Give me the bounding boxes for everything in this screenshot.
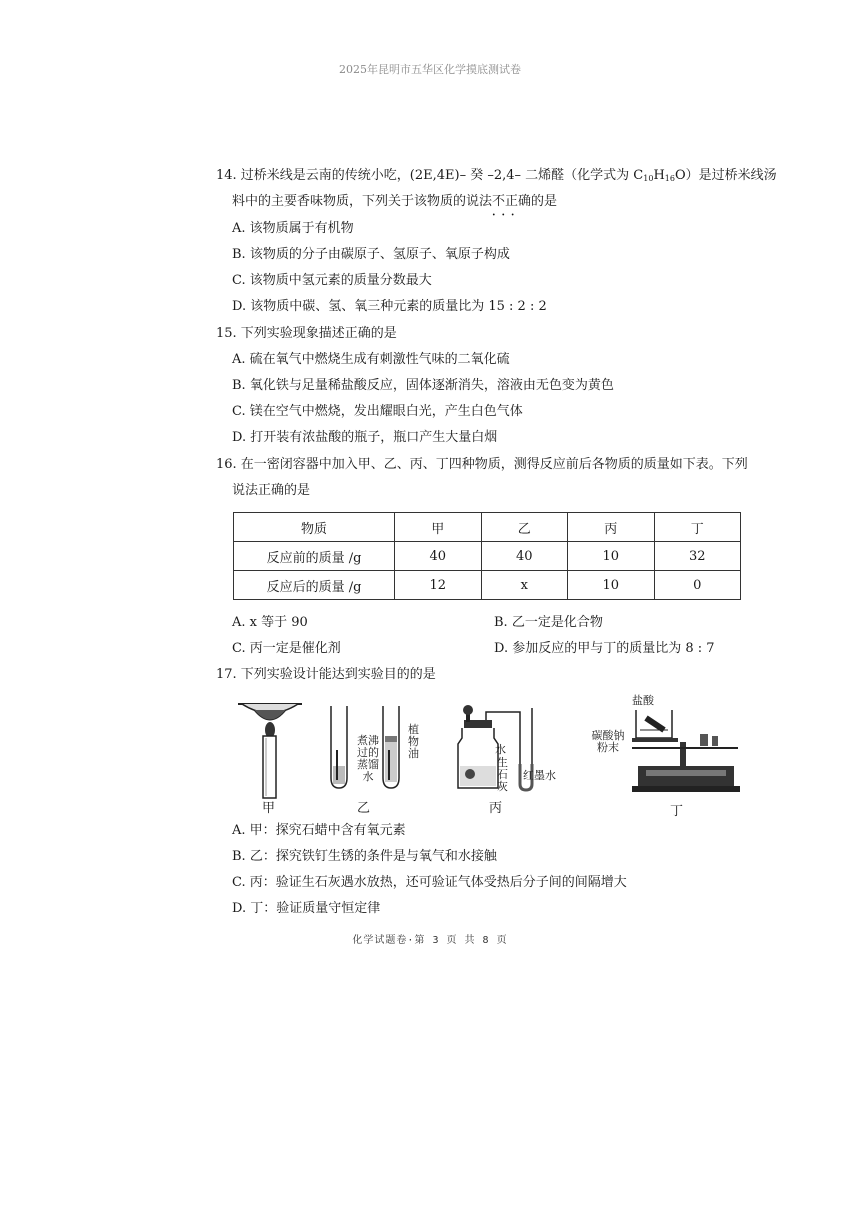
table-row bbox=[234, 571, 741, 600]
table-cell: 丙 bbox=[568, 513, 655, 542]
formula-h: H bbox=[653, 168, 665, 183]
q16-stem-line2: 说法正确的是 bbox=[232, 483, 311, 498]
label-sodium-carbonate: 碳酸钠粉末 bbox=[591, 729, 625, 754]
page-header: 2025年昆明市五华区化学摸底测试卷 bbox=[339, 63, 521, 76]
table-cell: 物质 bbox=[234, 513, 395, 542]
table-cell: 反应后的质量 /g bbox=[234, 571, 395, 600]
q17-option-b: B. 乙：探究铁钉生锈的条件是与氧气和水接触 bbox=[232, 849, 497, 864]
table-cell: 丁 bbox=[654, 513, 741, 542]
q16-stem-line1: 16. 在一密闭容器中加入甲、乙、丙、丁四种物质，测得反应前后各物质的质量如下表。下列 bbox=[216, 457, 748, 472]
q15-stem: 15. 下列实验现象描述正确的是 bbox=[216, 326, 397, 341]
q15-option-c: C. 镁在空气中燃烧，发出耀眼白光，产生白色气体 bbox=[232, 404, 523, 419]
q14-stem-line1 bbox=[216, 168, 777, 187]
figure-label-ding: 丁 bbox=[670, 804, 684, 819]
figure-label-jia: 甲 bbox=[262, 801, 276, 816]
table-cell: 甲 bbox=[395, 513, 482, 542]
q15-option-b: B. 氧化铁与足量稀盐酸反应，固体逐渐消失，溶液由无色变为黄色 bbox=[232, 378, 614, 393]
figure-label-bing: 丙 bbox=[489, 801, 503, 816]
q14-option-a: A. 该物质属于有机物 bbox=[232, 221, 354, 236]
q17-option-a: A. 甲：探究石蜡中含有氧元素 bbox=[232, 823, 406, 838]
label-water: 水 bbox=[495, 743, 506, 756]
label-quicklime: 生石灰 bbox=[497, 756, 508, 793]
label-boiled-water: 煮沸过的蒸馏水 bbox=[357, 734, 379, 783]
label-vegetable-oil: 植物油 bbox=[408, 723, 419, 760]
q14-stem-line2-end: 的是 bbox=[531, 194, 558, 209]
mass-table bbox=[233, 512, 741, 600]
table-cell: 乙 bbox=[481, 513, 568, 542]
page-footer: 化学试题卷·第 3 页 共 8 页 bbox=[352, 935, 508, 946]
table-cell: 12 bbox=[395, 571, 482, 600]
q14-option-c: C. 该物质中氢元素的质量分数最大 bbox=[232, 273, 432, 288]
formula-sub-h: 16 bbox=[664, 174, 675, 183]
table-cell: 32 bbox=[654, 542, 741, 571]
q16-option-c: C. 丙一定是催化剂 bbox=[232, 641, 341, 656]
table-cell: 40 bbox=[481, 542, 568, 571]
figure-label-yi: 乙 bbox=[357, 801, 371, 816]
table-row bbox=[234, 542, 741, 571]
q14-stem-text: 14. 过桥米线是云南的传统小吃，(2E,4E)– 癸 –2,4– 二烯醛（化学式为 C bbox=[216, 168, 644, 183]
q17-stem: 17. 下列实验设计能达到实验目的的是 bbox=[216, 667, 436, 682]
table-cell: 10 bbox=[568, 571, 655, 600]
q17-option-d: D. 丁：验证质量守恒定律 bbox=[232, 901, 381, 916]
q14-option-d: D. 该物质中碳、氢、氧三种元素的质量比为 15 : 2 : 2 bbox=[232, 299, 547, 314]
figure-jia-candle bbox=[236, 700, 306, 800]
q16-option-d: D. 参加反应的甲与丁的质量比为 8 : 7 bbox=[494, 641, 715, 656]
table-cell: 0 bbox=[654, 571, 741, 600]
table-cell: 反应前的质量 /g bbox=[234, 542, 395, 571]
emphasis-not-correct: 不正确 • • • bbox=[492, 194, 531, 209]
table-cell: 10 bbox=[568, 542, 655, 571]
table-cell: 40 bbox=[395, 542, 482, 571]
label-red-ink: 红墨水 bbox=[523, 769, 556, 782]
q17-option-c: C. 丙：验证生石灰遇水放热，还可验证气体受热后分子间的间隔增大 bbox=[232, 875, 627, 890]
formula-sub-c: 10 bbox=[643, 174, 654, 183]
figure-ding-balance bbox=[628, 708, 748, 800]
q14-stem-line2-text: 料中的主要香味物质，下列关于该物质的说法 bbox=[232, 194, 493, 209]
q15-option-a: A. 硫在氧气中燃烧生成有刺激性气味的二氧化硫 bbox=[232, 352, 510, 367]
q14-stem-line2 bbox=[232, 194, 557, 210]
table-cell: x bbox=[481, 571, 568, 600]
label-hydrochloric-acid: 盐酸 bbox=[632, 694, 654, 707]
q15-option-d: D. 打开装有浓盐酸的瓶子，瓶口产生大量白烟 bbox=[232, 430, 498, 445]
q16-option-a: A. x 等于 90 bbox=[232, 615, 308, 630]
table-header-row bbox=[234, 513, 741, 542]
q14-stem-text-end: O）是过桥米线汤 bbox=[674, 168, 777, 183]
q14-option-b: B. 该物质的分子由碳原子、氢原子、氧原子构成 bbox=[232, 247, 510, 262]
q16-option-b: B. 乙一定是化合物 bbox=[494, 615, 603, 630]
